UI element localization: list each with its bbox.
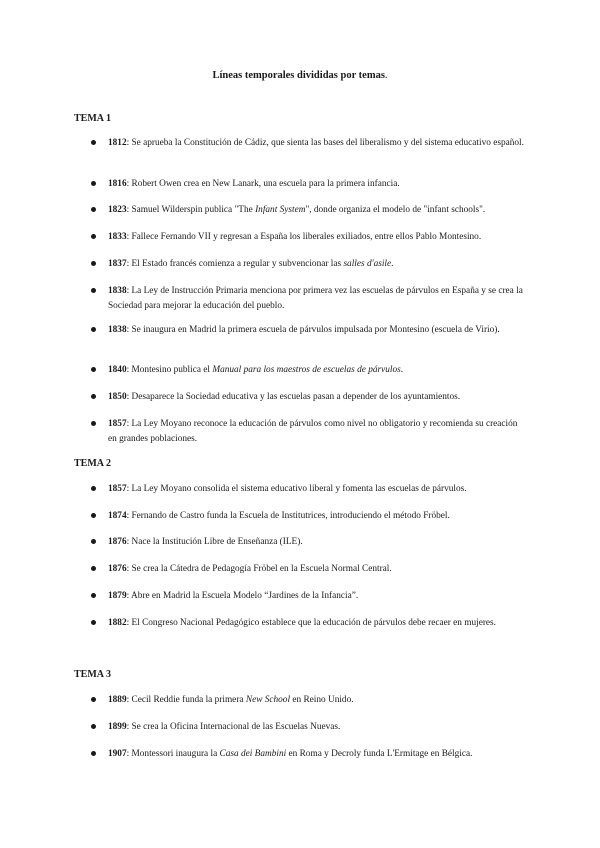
section-heading-tema-3: TEMA 3 [74,669,111,680]
timeline-item [108,284,528,313]
item-text-pre: : Montessori inaugura la [126,749,220,759]
item-text: : El Congreso Nacional Pedagógico establece que la educación de párvulos debe recaer en mujeres. [126,618,496,628]
bullet-icon [91,207,96,212]
item-text: : Se crea la Cátedra de Pedagogía Fröbel en la Escuela Normal Central. [126,564,392,574]
item-text-post: ", donde organiza el modelo de "infant schools". [305,205,486,215]
item-text: : Se aprueba la Constitución de Cádiz, que sienta las bases del liberalismo y del sistema educativo español. [126,138,524,148]
bullet-icon [91,486,96,491]
item-text: : Se crea la Oficina Internacional de las Escuelas Nuevas. [126,722,341,732]
timeline-item [108,693,528,708]
bullet-icon [91,593,96,598]
bullet-icon [91,234,96,239]
item-year: 1889 [108,695,127,705]
item-year: 1907 [108,749,127,759]
bullet-icon [91,288,96,293]
bullet-icon [91,394,96,399]
item-text-pre: : Samuel Wilderspin publica "The [126,205,256,215]
timeline-item [108,136,528,151]
bullet-icon [91,367,96,372]
bullet-icon [91,140,96,145]
item-text: : Fernando de Castro funda la Escuela de Institutrices, introduciendo el método Fröbel. [126,511,450,521]
item-year: 1812 [108,138,127,148]
document-title [0,70,600,81]
item-text: : La Ley de Instrucción Primaria menciona por primera vez las escuelas de párvulos en España y se crea la Sociedad para mejorar la educación del pueblo. [108,286,523,311]
bullet-icon [91,697,96,702]
item-text-post: . [400,365,404,375]
item-year: 1823 [108,205,127,215]
item-year: 1874 [108,511,127,521]
timeline-item [108,257,528,272]
timeline-item [108,562,528,577]
bullet-icon [91,261,96,266]
item-year: 1899 [108,722,127,732]
timeline-item [108,417,528,446]
bullet-icon [91,539,96,544]
item-italic-term: salles d'asile [343,259,392,269]
item-text-post: . [391,259,394,269]
item-year: 1840 [108,365,127,375]
item-text: : La Ley Moyano consolida el sistema educativo liberal y fomenta las escuelas de párvulos. [126,484,467,494]
item-year: 1876 [108,564,127,574]
item-text: : Abre en Madrid la Escuela Modelo “Jardines de la Infancia”. [126,591,359,601]
item-text: : Robert Owen crea en New Lanark, una escuela para la primera infancia. [126,179,400,189]
item-year: 1838 [108,325,127,335]
bullet-icon [91,421,96,426]
timeline-item [108,747,528,762]
section-heading-tema-2: TEMA 2 [74,458,111,469]
bullet-icon [91,327,96,332]
document-title-period: . [384,70,388,81]
item-book-title: Infant System [255,205,306,215]
item-italic-term: New School [245,695,291,705]
timeline-item [108,616,528,631]
timeline-item [108,589,528,604]
timeline-item [108,363,528,378]
timeline-item [108,390,528,405]
bullet-icon [91,566,96,571]
bullet-icon [91,724,96,729]
bullet-icon [91,513,96,518]
item-text-post: en Roma y Decroly funda L'Ermitage en Bélgica. [286,749,473,759]
item-text-post: en Reino Unido. [290,695,354,705]
timeline-item [108,230,528,245]
item-text: : Fallece Fernando VII y regresan a España los liberales exiliados, entre ellos Pablo Montesino. [126,232,482,242]
item-year: 1833 [108,232,127,242]
item-text-pre: : Cecil Reddie funda la primera [126,695,246,705]
timeline-item [108,535,528,550]
timeline-item [108,177,528,192]
item-text-pre: : El Estado francés comienza a regular y subvencionar las [126,259,344,269]
item-text-pre: : Montesino publica el [126,365,213,375]
item-year: 1837 [108,259,127,269]
item-text: : La Ley Moyano reconoce la educación de párvulos como nivel no obligatorio y recomienda su creación en grandes poblaciones. [108,419,518,444]
item-year: 1850 [108,392,127,402]
item-italic-term: Casa dei Bambini [219,749,287,759]
bullet-icon [91,620,96,625]
timeline-item [108,720,528,735]
document-title-text: Líneas temporales divididas por temas [212,70,385,81]
bullet-icon [91,751,96,756]
item-text: : Se inaugura en Madrid la primera escuela de párvulos impulsada por Montesino (escuela de Virio). [126,325,500,335]
section-heading-tema-1: TEMA 1 [74,113,111,124]
item-year: 1876 [108,537,127,547]
item-text: : Nace la Institución Libre de Enseñanza (ILE). [126,537,303,547]
timeline-item [108,509,528,524]
timeline-item [108,323,528,338]
item-text: : Desaparece la Sociedad educativa y las escuelas pasan a depender de los ayuntamientos. [126,392,461,402]
item-year: 1816 [108,179,127,189]
item-year: 1838 [108,286,127,296]
bullet-icon [91,181,96,186]
item-year: 1882 [108,618,127,628]
item-book-title: Manual para los maestros de escuelas de párvulos [212,365,401,375]
item-year: 1857 [108,419,127,429]
item-year: 1857 [108,484,127,494]
timeline-item [108,482,528,497]
timeline-item [108,203,528,218]
item-year: 1879 [108,591,127,601]
